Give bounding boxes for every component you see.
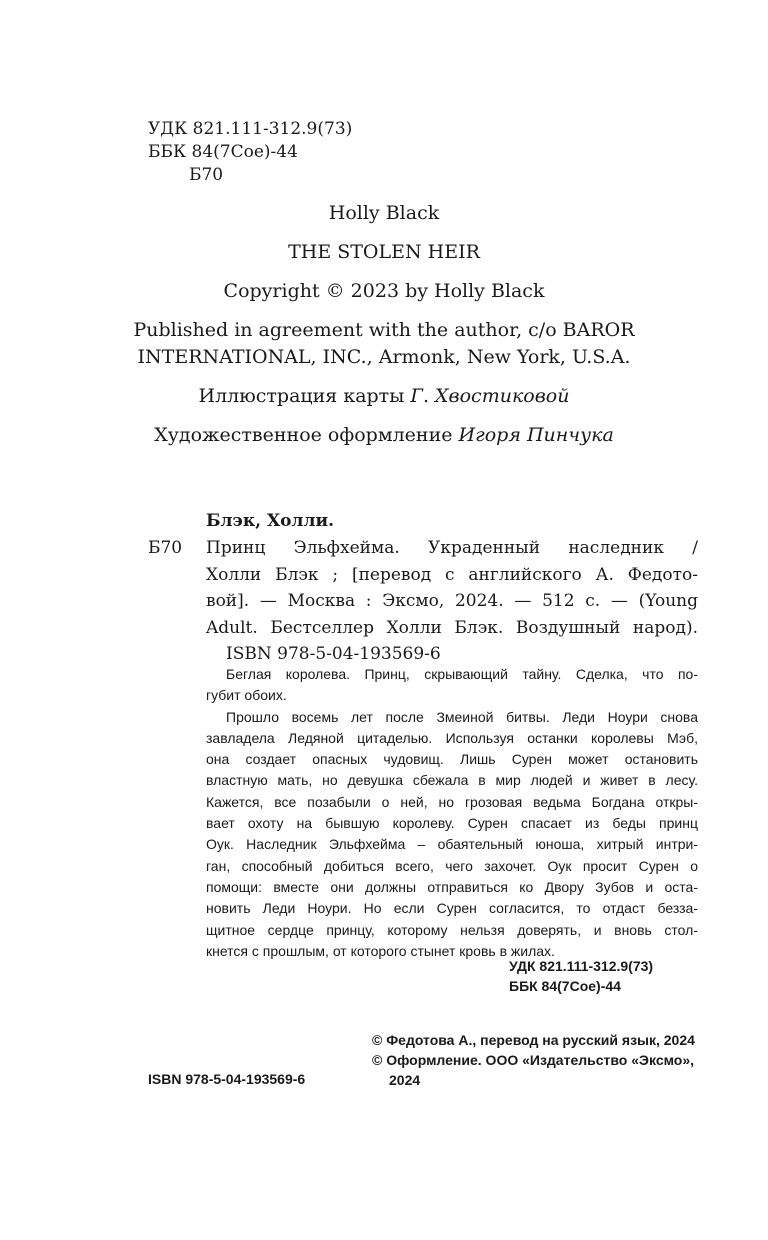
original-author: Holly Black <box>328 202 440 224</box>
udk-code: УДК 821.111-312.9(73) <box>148 119 353 139</box>
annotation-line: кнется с прошлым, от которого стынет кровь в жилах. <box>206 942 555 959</box>
bib-isbn: ISBN 978-5-04-193569-6 <box>226 644 441 664</box>
annotation-line: Прошло восемь лет после Змеиной битвы. Леди Ноури снова <box>226 708 698 725</box>
map-credit <box>0 385 768 407</box>
annotation-line: новить Леди Ноури. Но если Сурен согласится, то отдаст безза- <box>206 900 698 917</box>
bib-author-heading: Блэк, Холли. <box>206 511 335 531</box>
classification-udk: УДК 821.111-312.9(73) <box>509 958 654 974</box>
copyright-design-year: 2024 <box>389 1072 421 1088</box>
bib-code: Б70 <box>148 538 183 558</box>
bib-description <box>206 535 698 641</box>
map-credit-artist: Г. Хвостиковой <box>410 385 570 407</box>
design-credit-artist: Игоря Пинчука <box>458 424 614 446</box>
classification-bbk: ББК 84(7Сое)-44 <box>509 978 621 994</box>
annotation-line: завладела Ледяной цитаделью. Используя останки королевы Мэб, <box>206 729 698 746</box>
annotation <box>206 664 698 962</box>
copyright-translation: © Федотова А., перевод на русский язык, 2024 <box>372 1032 695 1048</box>
footer-isbn: ISBN 978-5-04-193569-6 <box>148 1071 306 1087</box>
annotation-line: Кажется, все позабыли о ней, но грозовая ведьма Богдана откры- <box>206 793 698 810</box>
annotation-line: щитное сердце принцу, которому нельзя доверять, и вновь стол- <box>206 921 698 938</box>
copyright-line: Copyright © 2023 by Holly Black <box>223 280 545 302</box>
agreement-line-2: INTERNATIONAL, INC., Armonk, New York, U.S.A. <box>137 346 631 368</box>
annotation-line: властную мать, но девушка сбежала в мир людей и живет в лесу. <box>206 772 698 789</box>
annotation-line: губит обоих. <box>206 687 287 704</box>
bib-line: Принц Эльфхейма. Украденный наследник / <box>206 538 698 558</box>
design-credit-label: Художественное оформление <box>154 424 453 446</box>
design-credit <box>0 424 768 446</box>
bib-line: Adult. Бестселлер Холли Блэк. Воздушный народ). <box>206 617 698 638</box>
annotation-line: она создает опасных чудовищ. Лишь Сурен может остановить <box>206 751 698 768</box>
annotation-line: помощи: вместе они должны отправиться ко Двору Зубов и оста- <box>206 878 698 895</box>
copyright-design: © Оформление. ООО «Издательство «Эксмо», <box>372 1052 694 1068</box>
bib-line: вой]. — Москва : Эксмо, 2024. — 512 с. — (Young <box>206 591 698 611</box>
annotation-line: Оук. Наследник Эльфхейма – обаятельный юноша, хитрый интри- <box>206 836 698 853</box>
author-sign: Б70 <box>189 165 224 185</box>
map-credit-label: Иллюстрация карты <box>198 385 405 407</box>
bbk-code: ББК 84(7Сое)-44 <box>148 142 298 162</box>
original-title: THE STOLEN HEIR <box>288 241 480 263</box>
annotation-line: ган, способный добиться всего, чего захочет. Оук просит Сурен о <box>206 857 698 874</box>
bib-line: Холли Блэк ; [перевод с английского А. Федото- <box>206 564 698 585</box>
annotation-line: вает охоту на бывшую королеву. Сурен спасает из беды принц <box>206 815 698 832</box>
agreement-line-1: Published in agreement with the author, c/o BAROR <box>133 319 635 341</box>
annotation-line: Беглая королева. Принц, скрывающий тайну. Сделка, что по- <box>226 666 698 682</box>
